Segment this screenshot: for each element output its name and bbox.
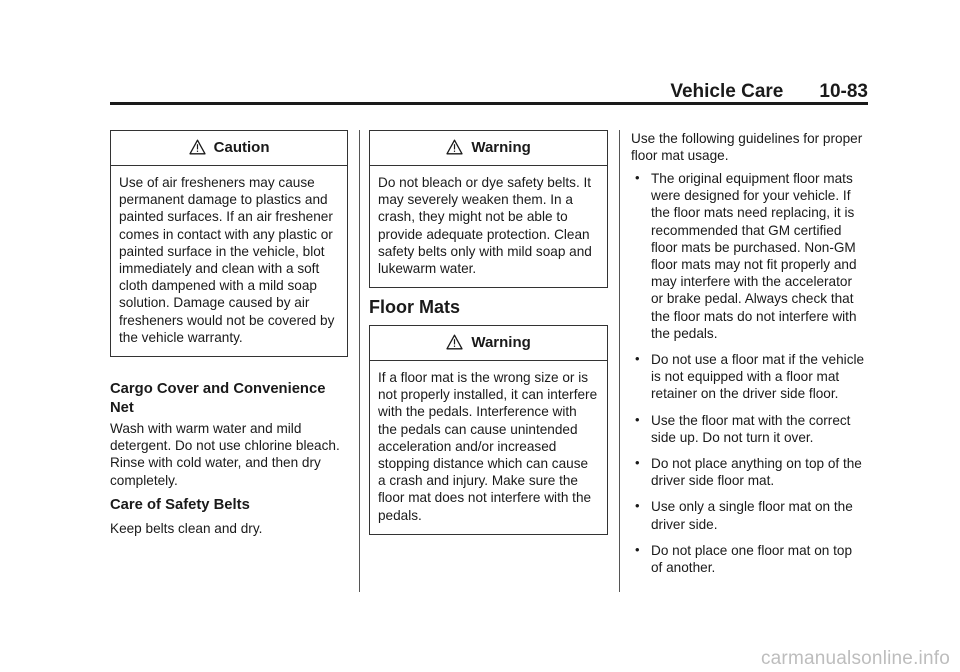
list-item: • Use the floor mat with the correct side up. Do not turn it over. — [635, 411, 851, 445]
floor-mats-intro: Use the following guidelines for proper floor mat usage. — [631, 131, 863, 164]
safety-belts-text: Keep belts clean and dry. — [110, 521, 263, 536]
warning-floor-mats-header — [370, 326, 607, 361]
warning-belts-title: Warning — [471, 139, 531, 156]
column-divider-2 — [619, 130, 620, 592]
list-item: • Use only a single floor mat on the driver side. — [635, 498, 853, 532]
list-item: • Do not use a floor mat if the vehicle is not equipped with a floor mat retainer on the driver side floor. — [635, 351, 865, 402]
floor-mat-guidelines — [631, 170, 867, 585]
list-item: • Do not place anything on top of the driver side floor mat. — [635, 455, 862, 489]
safety-belts-heading: Care of Safety Belts — [110, 497, 250, 513]
watermark: carmanualsonline.info — [760, 648, 950, 669]
caution-box — [110, 130, 348, 357]
bullet-icon: • — [635, 170, 640, 185]
page-header — [110, 80, 868, 104]
warning-icon — [446, 139, 463, 155]
bullet-icon: • — [635, 455, 640, 471]
header-rule — [110, 102, 868, 105]
list-item: • Do not place one floor mat on top of another. — [635, 541, 853, 576]
warning-belts-text: Do not bleach or dye safety belts. It may severely weaken them. In a crash, they might not be able to provide adequate protection. Clean safety belts only with mild soap and lukewarm water. — [378, 175, 592, 277]
cargo-cover-heading: Cargo Cover and Convenience Net — [110, 381, 326, 416]
cargo-cover-text: Wash with warm water and mild detergent. Do not use chlorine bleach. Rinse with cold water, and then dry completely. — [110, 421, 340, 488]
caution-text: Use of air fresheners may cause permanent damage to plastics and painted surfaces. If an air freshener comes in contact with any plastic or painted surface in the vehicle, blot immediately and clean with a soft cloth dampened with a mild soap solution. Damage caused by air fresheners would not be covered by the vehicle warranty. — [119, 175, 335, 345]
bullet-icon: • — [635, 411, 640, 427]
warning-belts-box — [369, 130, 608, 288]
bullet-icon: • — [635, 498, 640, 514]
caution-title: Caution — [213, 139, 270, 156]
warning-floor-mats-text: If a floor mat is the wrong size or is not properly installed, it can interfere with the pedals. Interference with the pedals can cause unintended acceleration and/or increased stopping distance which can cause a crash and injury. Make sure the floor mat does not interfere with the pedals. — [378, 370, 598, 523]
list-item: • The original equipment floor mats were designed for your vehicle. If the floor mats need replacing, it is recommended that GM certified floor mats be purchased. Non-GM floor mats may not fit properly and may interfere with the accelerator or brake pedal. Always check that the floor mats do not interfere with the pedals. — [635, 170, 857, 341]
warning-floor-mats-box — [369, 325, 608, 535]
warning-floor-mats-title: Warning — [471, 334, 531, 351]
caution-header — [111, 131, 347, 166]
bullet-icon: • — [635, 351, 640, 367]
section-title: Vehicle Care — [670, 81, 784, 102]
bullet-icon: • — [635, 541, 640, 557]
page-number: 10-83 — [819, 81, 868, 102]
column-divider-1 — [359, 130, 360, 592]
caution-icon — [189, 139, 206, 155]
floor-mats-heading: Floor Mats — [369, 297, 461, 317]
warning-belts-header — [370, 131, 607, 166]
warning-icon — [446, 334, 463, 350]
